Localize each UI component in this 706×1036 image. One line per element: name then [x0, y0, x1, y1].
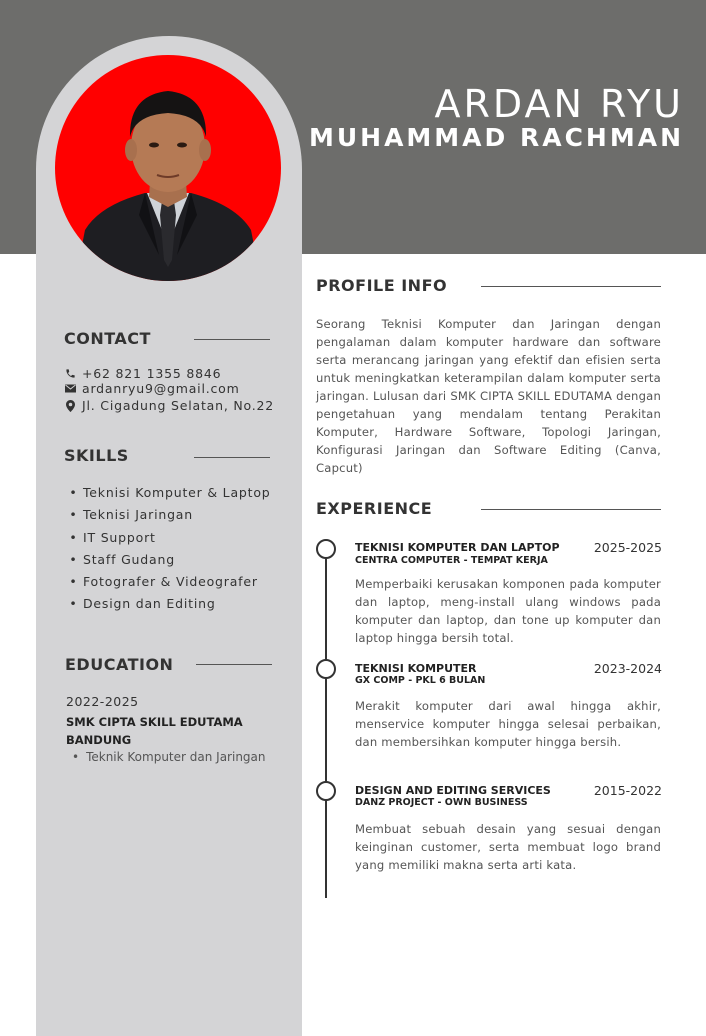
timeline-node	[316, 781, 336, 801]
timeline-line	[325, 548, 327, 898]
list-item: • Staff Gudang	[64, 551, 271, 573]
contact-divider	[194, 339, 270, 340]
timeline-node	[316, 659, 336, 679]
first-name: ARDAN RYU	[434, 82, 684, 126]
contact-title: CONTACT	[64, 329, 151, 348]
job-years: 2023-2024	[593, 661, 662, 676]
job-description: Memperbaiki kerusakan komponen pada komputer dan laptop, meng-install ulang windows pada komputer dan laptop, dan tone up komputer dan laptop hingga bersih total.	[355, 577, 661, 645]
phone-text[interactable]: +62 821 1355 8846	[82, 366, 222, 381]
list-item: • Design dan Editing	[64, 595, 271, 617]
education-title: EDUCATION	[65, 655, 174, 674]
timeline-node	[316, 539, 336, 559]
education-divider	[196, 664, 272, 665]
list-item: • Fotografer & Videografer	[64, 573, 271, 595]
job-title: TEKNISI KOMPUTER	[355, 662, 477, 675]
job-title: TEKNISI KOMPUTER DAN LAPTOP	[355, 541, 560, 554]
contact-email	[64, 381, 240, 396]
person-portrait	[55, 55, 281, 281]
last-name: MUHAMMAD RACHMAN	[308, 123, 684, 152]
job-company: GX COMP - PKL 6 BULAN	[355, 675, 486, 686]
list-item: • Teknisi Jaringan	[64, 506, 271, 528]
job-description: Merakit komputer dari awal hingga akhir, menservice komputer hingga selesai perbaikan, dan membersihkan komputer hingga bersih.	[355, 699, 661, 749]
contact-address	[64, 398, 274, 413]
list-item: • Teknisi Komputer & Laptop	[64, 484, 271, 506]
job-title: DESIGN AND EDITING SERVICES	[355, 784, 551, 797]
address-text: Jl. Cigadung Selatan, No.22	[82, 398, 275, 413]
job-company: DANZ PROJECT - OWN BUSINESS	[355, 797, 528, 808]
location-pin-icon	[64, 400, 76, 412]
skills-title: SKILLS	[64, 446, 129, 465]
job-description: Membuat sebuah desain yang sesuai dengan keinginan customer, serta membuat logo brand yang memiliki makna serta arti kata.	[355, 822, 661, 872]
phone-icon	[64, 368, 76, 379]
contact-phone	[64, 366, 221, 381]
profile-title: PROFILE INFO	[316, 276, 448, 295]
skills-list	[64, 484, 271, 618]
mail-icon	[64, 384, 76, 393]
experience-divider	[481, 509, 661, 510]
job-company: CENTRA COMPUTER - TEMPAT KERJA	[355, 555, 548, 566]
email-text[interactable]: ardanryu9@gmail.com	[82, 381, 240, 396]
job-years: 2025-2025	[593, 540, 662, 555]
education-years: 2022-2025	[66, 694, 139, 709]
skills-divider	[194, 457, 270, 458]
education-major: • Teknik Komputer dan Jaringan	[72, 750, 266, 764]
profile-photo	[55, 55, 281, 281]
profile-divider	[481, 286, 661, 287]
list-item: • IT Support	[64, 529, 271, 551]
experience-title: EXPERIENCE	[316, 499, 433, 518]
education-school: SMK CIPTA SKILL EDUTAMA BANDUNG	[66, 715, 243, 747]
profile-text: Seorang Teknisi Komputer dan Jaringan dengan pengalaman dalam komputer hardware dan software serta merancang jaringan yang efektif dan efisien serta untuk meningkatkan keterampilan dalam komputer serta jaringan. Lulusan dari SMK CIPTA SKILL EDUTAMA dengan pengetahuan yang mendalam tentang Perakitan Komputer, Hardware Software, Topologi Jaringan, Konfigurasi Jaringan dan Software Editing (Canva, Capcut)	[316, 317, 661, 475]
job-years: 2015-2022	[593, 783, 662, 798]
